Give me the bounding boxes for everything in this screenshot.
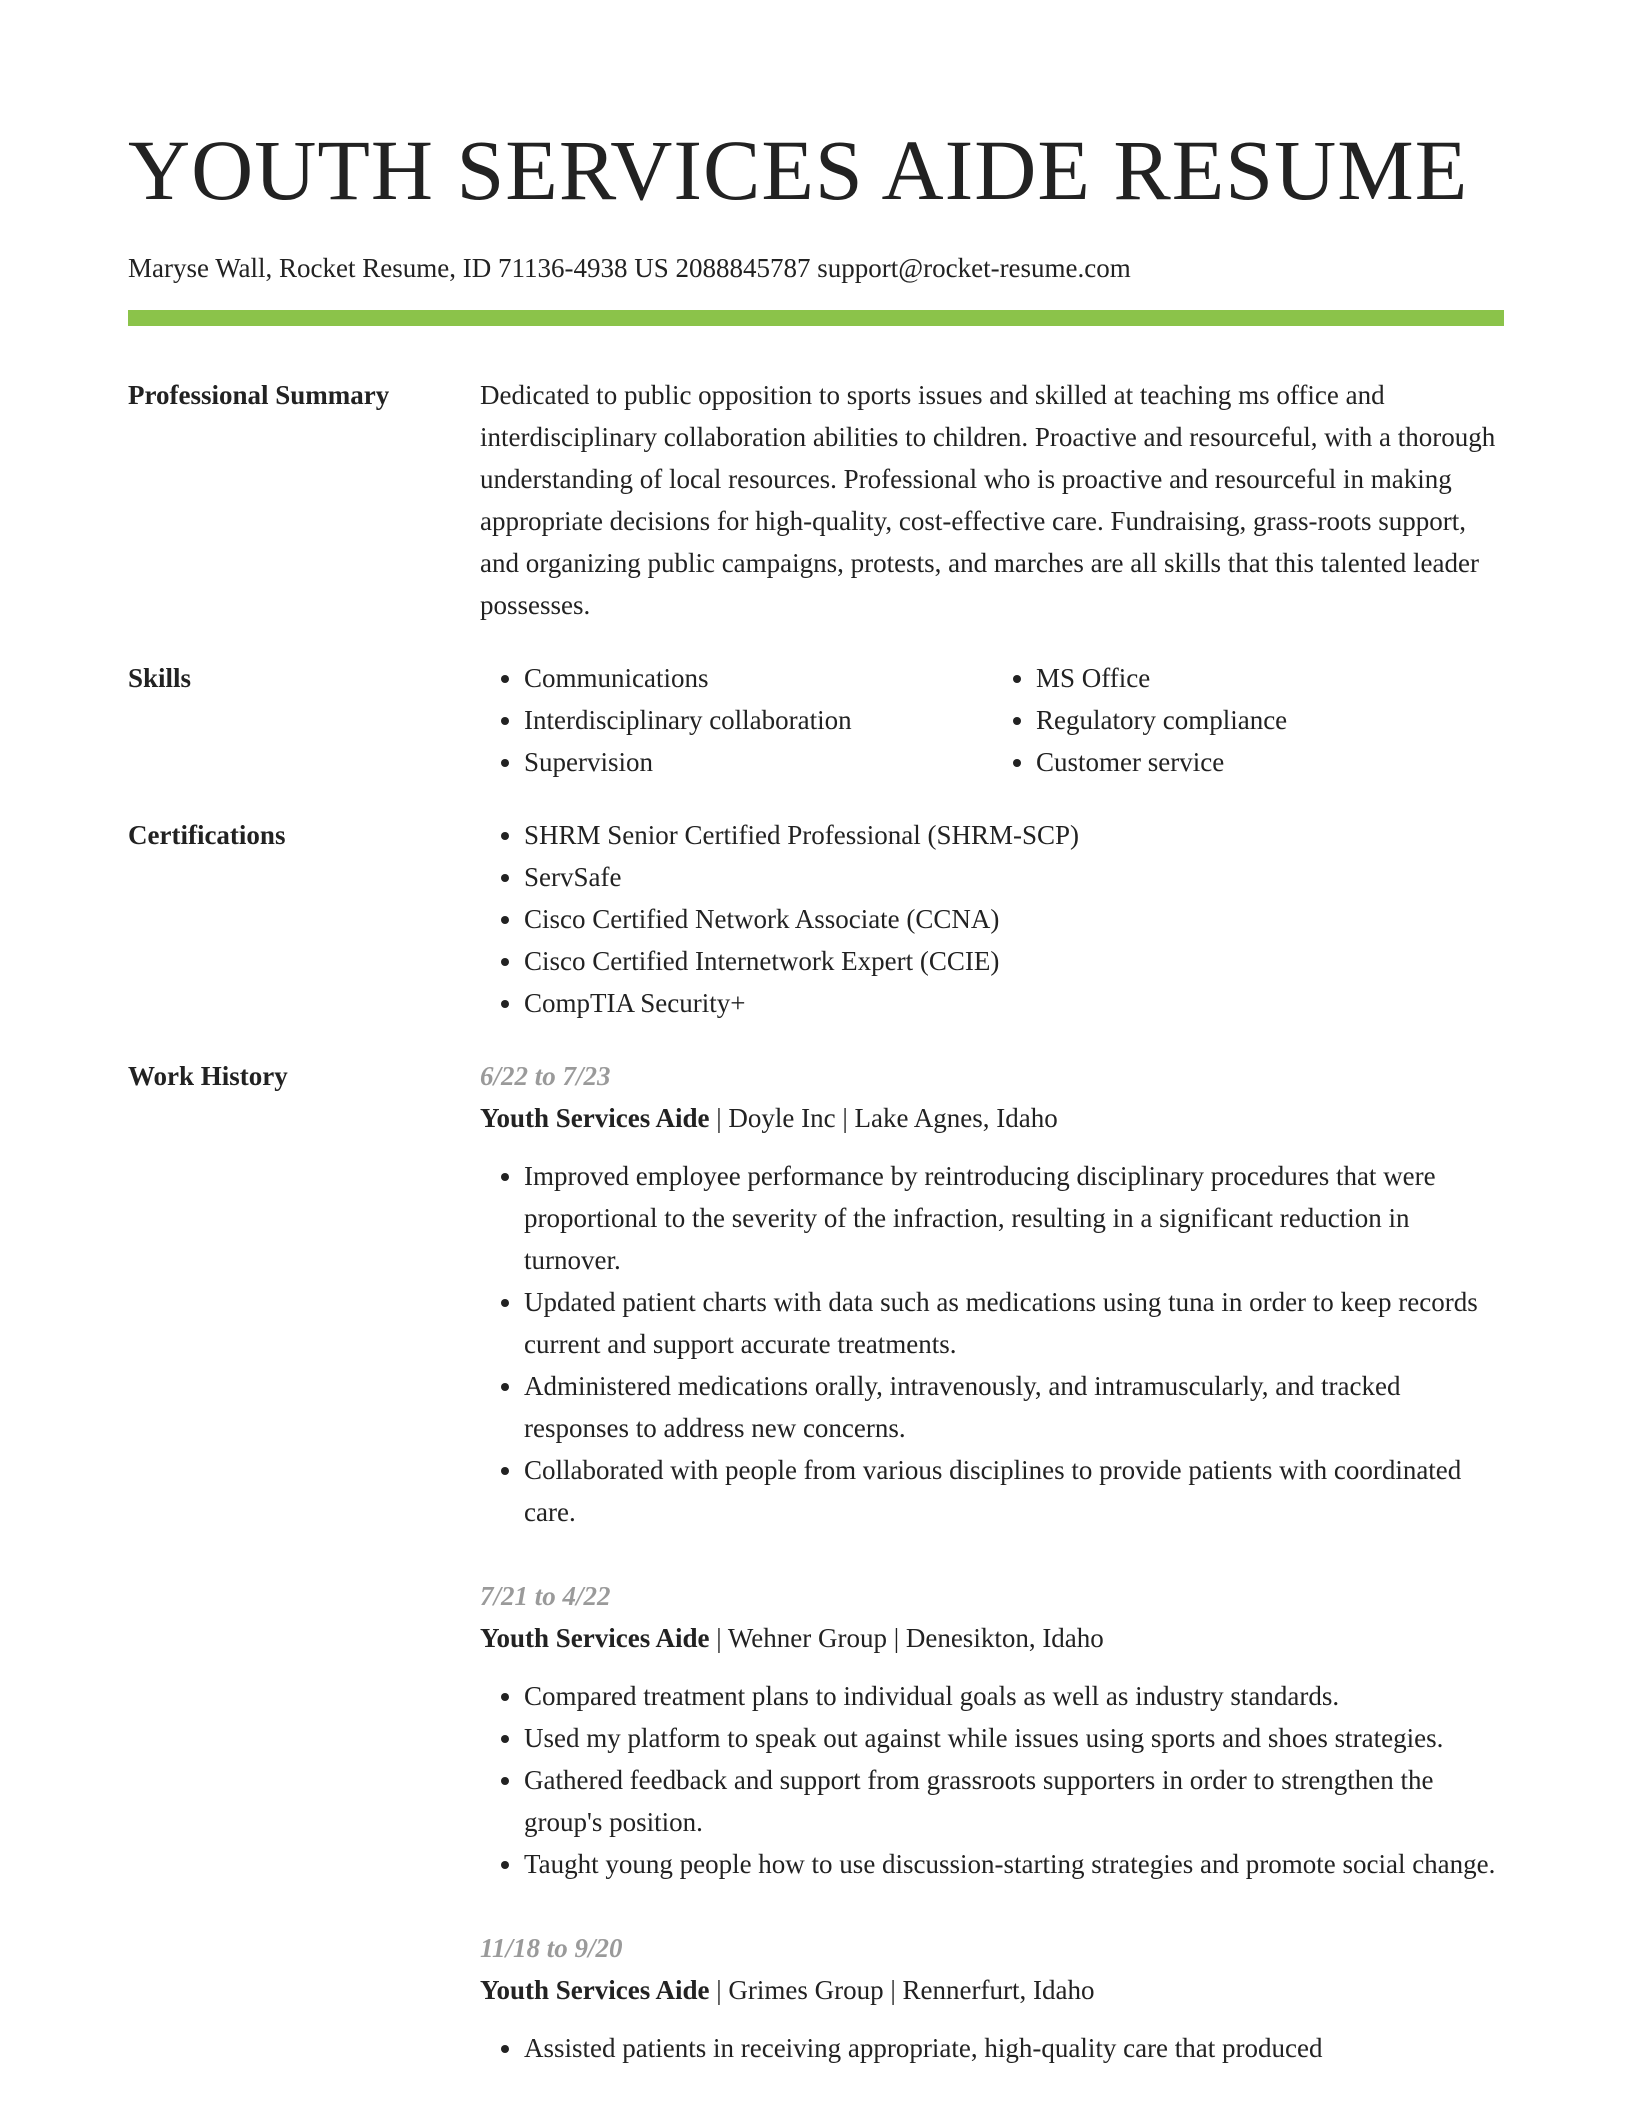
certifications-content (480, 814, 1504, 1024)
job-company-location: | Doyle Inc | Lake Agnes, Idaho (709, 1103, 1058, 1133)
job-company-location: | Grimes Group | Rennerfurt, Idaho (709, 1975, 1095, 2005)
job-bullet: • Updated patient charts with data such as medications using tuna in order to keep records current and support accurate treatments. (524, 1281, 1504, 1365)
resume-page (128, 0, 1504, 2111)
skill-item: • Interdisciplinary collaboration (524, 699, 992, 741)
job-dates: 6/22 to 7/23 (480, 1061, 611, 1091)
summary-content (480, 374, 1504, 626)
job-bullet: • Gathered feedback and support from grassroots supporters in order to strengthen the group's position. (524, 1759, 1504, 1843)
certifications-section (128, 814, 1504, 1024)
job-dates: 11/18 to 9/20 (480, 1933, 623, 1963)
job-bullet: • Used my platform to speak out against while issues using sports and shoes strategies. (524, 1717, 1504, 1759)
job-bullet: • Assisted patients in receiving appropriate, high-quality care that produced (524, 2027, 1504, 2069)
summary-text: Dedicated to public opposition to sports issues and skilled at teaching ms office and interdisciplinary collaboration abilities to children. Proactive and resourceful, with a thorough understanding of local resources. Professional who is proactive and resourceful in making appropriate decisions for high-quality, cost-effective care. Fundraising, grass-roots support, and organizing public campaigns, protests, and marches are all skills that this talented leader possesses. (480, 380, 1496, 620)
job-heading (480, 1097, 1504, 1139)
skill-item: • Communications (524, 657, 992, 699)
job-bullets (480, 2027, 1504, 2069)
job-bullets (480, 1675, 1504, 1885)
job-entry (480, 1575, 1504, 1885)
skill-item: • Regulatory compliance (1036, 699, 1504, 741)
skill-item: • Customer service (1036, 741, 1504, 783)
certifications-label: Certifications (128, 820, 286, 850)
job-bullet: • Taught young people how to use discussion-starting strategies and promote social change. (524, 1843, 1504, 1885)
contact-line: Maryse Wall, Rocket Resume, ID 71136-4938 US 2088845787 support@rocket-resume.com (128, 253, 1131, 283)
certification-item: • Cisco Certified Internetwork Expert (CCIE) (524, 940, 1504, 982)
job-bullets (480, 1155, 1504, 1533)
skill-item: • MS Office (1036, 657, 1504, 699)
certification-item: • ServSafe (524, 856, 1504, 898)
job-title: Youth Services Aide (480, 1103, 710, 1133)
summary-label: Professional Summary (128, 380, 390, 410)
job-bullet: • Collaborated with people from various disciplines to provide patients with coordinated care. (524, 1449, 1504, 1533)
job-entry (480, 1927, 1504, 2069)
resume-title: YOUTH SERVICES AIDE RESUME (128, 122, 1469, 218)
job-title: Youth Services Aide (480, 1975, 710, 2005)
accent-divider (128, 310, 1504, 326)
job-dates: 7/21 to 4/22 (480, 1581, 611, 1611)
summary-section (128, 374, 1504, 626)
skills-list-left (480, 657, 992, 783)
certification-item: • CompTIA Security+ (524, 982, 1504, 1024)
skills-label: Skills (128, 663, 192, 693)
skills-section (128, 657, 1504, 783)
skills-content (480, 657, 1504, 783)
job-heading (480, 1969, 1504, 2011)
certification-item: • SHRM Senior Certified Professional (SHRM-SCP) (524, 814, 1504, 856)
work-history-content (480, 1055, 1504, 2111)
job-heading (480, 1617, 1504, 1659)
job-bullet: • Improved employee performance by reintroducing disciplinary procedures that were proportional to the severity of the infraction, resulting in a significant reduction in turnover. (524, 1155, 1504, 1281)
work-history-label: Work History (128, 1061, 288, 1091)
job-entry (480, 1055, 1504, 1533)
job-bullet: • Administered medications orally, intravenously, and intramuscularly, and tracked responses to address new concerns. (524, 1365, 1504, 1449)
skill-item: • Supervision (524, 741, 992, 783)
skills-list-right (992, 657, 1504, 783)
certification-item: • Cisco Certified Network Associate (CCNA) (524, 898, 1504, 940)
job-company-location: | Wehner Group | Denesikton, Idaho (709, 1623, 1104, 1653)
job-bullet: • Compared treatment plans to individual goals as well as industry standards. (524, 1675, 1504, 1717)
job-title: Youth Services Aide (480, 1623, 710, 1653)
work-history-section (128, 1055, 1504, 2111)
certifications-list (480, 814, 1504, 1024)
